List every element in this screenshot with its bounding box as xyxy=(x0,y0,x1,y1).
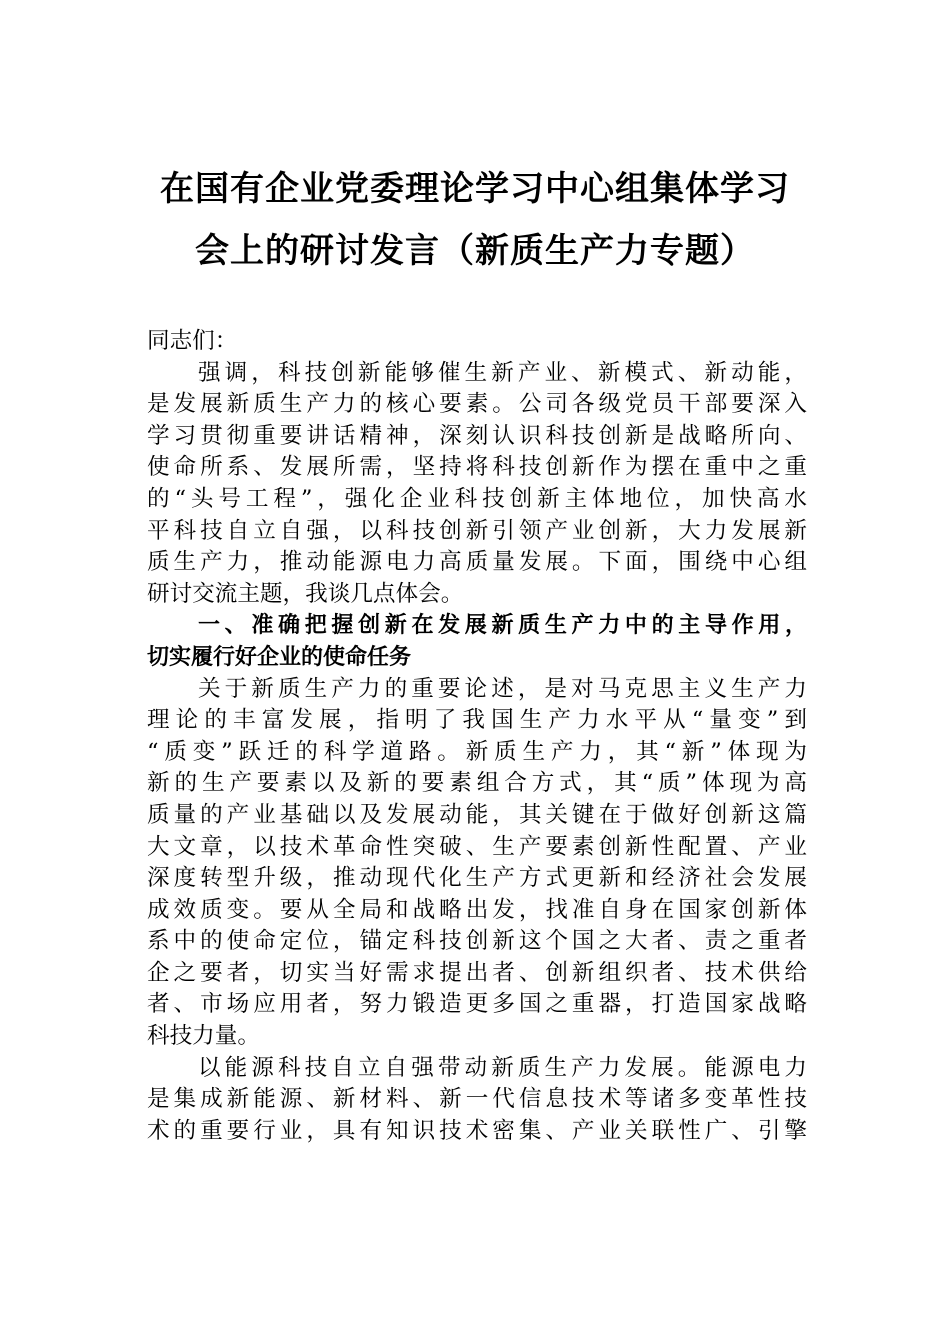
paragraph-2-line: 系中的使命定位，锚定科技创新这个国之大者、责之重者 xyxy=(147,928,807,955)
title-line-1: 在国有企业党委理论学习中心组集体学习 xyxy=(160,169,790,209)
paragraph-2-line: 质量的产业基础以及发展动能，其关键在于做好创新这篇 xyxy=(147,801,807,828)
paragraph-1-line: 强调，科技创新能够催生新产业、新模式、新动能， xyxy=(198,359,807,386)
paragraph-1-line: 是发展新质生产力的核心要素。公司各级党员干部要深入 xyxy=(147,391,807,418)
paragraph-3-line: 以能源科技自立自强带动新质生产力发展。能源电力 xyxy=(198,1054,807,1081)
section-heading-1-line: 切实履行好企业的使命任务 xyxy=(147,644,412,670)
paragraph-1-line: 研讨交流主题，我谈几点体会。 xyxy=(147,580,464,607)
title-line-2: 会上的研讨发言（新质生产力专题） xyxy=(195,231,755,271)
paragraph-1-line: 平科技自立自强，以科技创新引领产业创新，大力发展新 xyxy=(147,517,807,544)
section-heading-1-line: 一、准确把握创新在发展新质生产力中的主导作用， xyxy=(198,613,807,639)
paragraph-1-line: 使命所系、发展所需，坚持将科技创新作为摆在重中之重 xyxy=(147,454,807,481)
paragraph-2-line: 成效质变。要从全局和战略出发，找准自身在国家创新体 xyxy=(147,896,807,923)
document-body xyxy=(147,326,807,1147)
document-title xyxy=(0,158,950,282)
paragraph-2-line: 新的生产要素以及新的要素组合方式，其“质”体现为高 xyxy=(147,770,807,797)
paragraph-2-line: 深度转型升级，推动现代化生产方式更新和经济社会发展 xyxy=(147,865,807,892)
salutation: 同志们： xyxy=(147,328,238,354)
paragraph-2-line: 企之要者，切实当好需求提出者、创新组织者、技术供给 xyxy=(147,959,807,986)
paragraph-2-line: “质变”跃迁的科学道路。新质生产力，其“新”体现为 xyxy=(147,738,807,765)
paragraph-1-line: 质生产力，推动能源电力高质量发展。下面，围绕中心组 xyxy=(147,549,807,576)
paragraph-2-line: 者、市场应用者，努力锻造更多国之重器，打造国家战略 xyxy=(147,991,807,1018)
paragraph-2-line: 科技力量。 xyxy=(147,1023,260,1050)
paragraph-3-line: 是集成新能源、新材料、新一代信息技术等诸多变革性技 xyxy=(147,1086,807,1113)
paragraph-2-line: 大文章，以技术革命性突破、生产要素创新性配置、产业 xyxy=(147,833,807,860)
paragraph-1-line: 的“头号工程”，强化企业科技创新主体地位，加快高水 xyxy=(147,485,807,512)
paragraph-2-line: 理论的丰富发展，指明了我国生产力水平从“量变”到 xyxy=(147,707,807,734)
paragraph-1-line: 学习贯彻重要讲话精神，深刻认识科技创新是战略所向、 xyxy=(147,422,807,449)
paragraph-3-line: 术的重要行业，具有知识技术密集、产业关联性广、引擎 xyxy=(147,1117,807,1144)
paragraph-2-line: 关于新质生产力的重要论述，是对马克思主义生产力 xyxy=(198,675,807,702)
